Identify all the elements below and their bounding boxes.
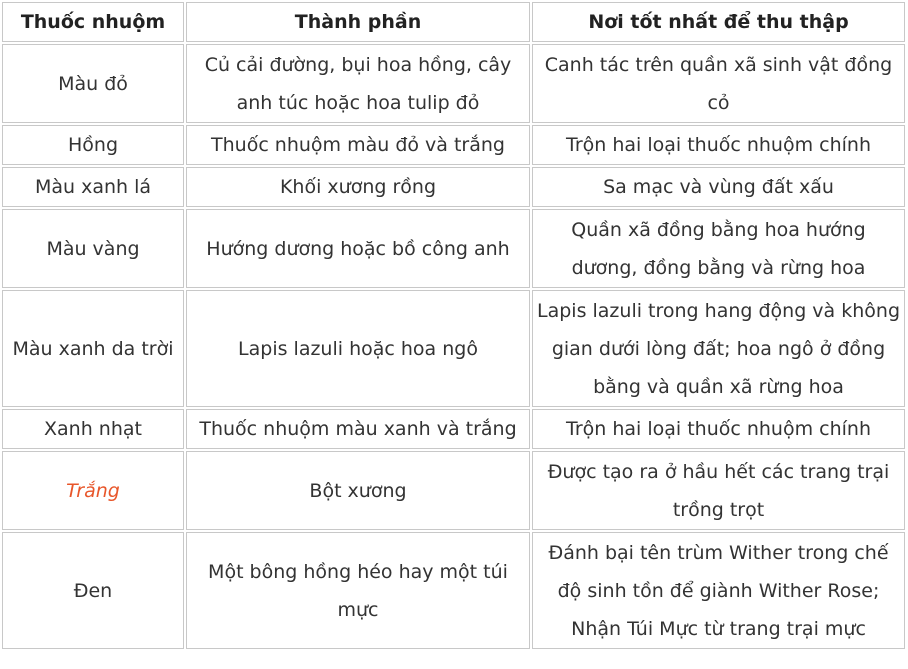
cell-dye: Màu đỏ [2,44,184,123]
cell-ingredients: Một bông hồng héo hay một túi mực [186,532,530,649]
header-dye: Thuốc nhuộm [2,2,184,42]
cell-dye: Xanh nhạt [2,409,184,449]
cell-ingredients: Bột xương [186,451,530,530]
table-row [2,409,905,449]
table-row [2,451,905,530]
cell-ingredients: Thuốc nhuộm màu xanh và trắng [186,409,530,449]
cell-location: Trộn hai loại thuốc nhuộm chính [532,409,905,449]
cell-location: Lapis lazuli trong hang động và không gian dưới lòng đất; hoa ngô ở đồng bằng và quần xã rừng hoa [532,290,905,407]
cell-location: Đánh bại tên trùm Wither trong chế độ sinh tồn để giành Wither Rose; Nhận Túi Mực từ trang trại mực [532,532,905,649]
cell-dye: Đen [2,532,184,649]
cell-location: Quần xã đồng bằng hoa hướng dương, đồng bằng và rừng hoa [532,209,905,288]
table-row [2,532,905,649]
table-row [2,167,905,207]
cell-location: Sa mạc và vùng đất xấu [532,167,905,207]
header-location: Nơi tốt nhất để thu thập [532,2,905,42]
cell-ingredients: Lapis lazuli hoặc hoa ngô [186,290,530,407]
table-row [2,209,905,288]
cell-location: Được tạo ra ở hầu hết các trang trại trồng trọt [532,451,905,530]
cell-dye: Màu xanh da trời [2,290,184,407]
cell-location: Canh tác trên quần xã sinh vật đồng cỏ [532,44,905,123]
cell-dye-link[interactable] [2,451,184,530]
table-header-row [2,2,905,42]
table-row [2,125,905,165]
cell-dye: Hồng [2,125,184,165]
cell-ingredients: Thuốc nhuộm màu đỏ và trắng [186,125,530,165]
table-row [2,290,905,407]
dye-link-white[interactable]: Trắng [66,479,120,502]
header-ingredients: Thành phần [186,2,530,42]
cell-ingredients: Hướng dương hoặc bồ công anh [186,209,530,288]
table-row [2,44,905,123]
cell-dye: Màu vàng [2,209,184,288]
cell-dye: Màu xanh lá [2,167,184,207]
cell-ingredients: Củ cải đường, bụi hoa hồng, cây anh túc hoặc hoa tulip đỏ [186,44,530,123]
cell-location: Trộn hai loại thuốc nhuộm chính [532,125,905,165]
cell-ingredients: Khối xương rồng [186,167,530,207]
